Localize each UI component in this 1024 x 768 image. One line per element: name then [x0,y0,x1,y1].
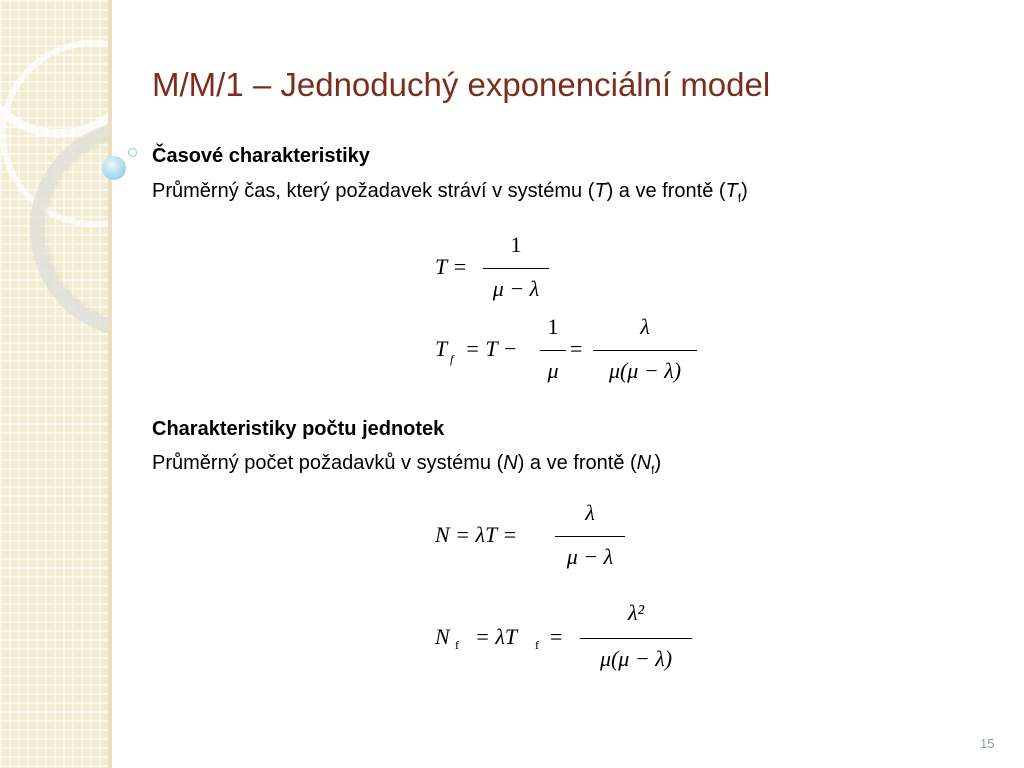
decorative-sidebar [0,0,112,768]
bullet-icon [128,148,137,157]
section2-description [152,452,661,477]
formula-numerator: 1 [547,314,559,339]
formula-denominator: μ(μ − λ) [599,646,673,671]
var-Nf: N [636,452,652,474]
formula-denominator: μ − λ [566,544,614,569]
slide-title: M/M/1 – Jednoduchý exponenciální model [152,66,771,103]
desc-text: ) [654,452,662,474]
fraction-bar [540,350,566,351]
formula-T [435,232,565,307]
fraction-bar [580,638,692,639]
desc-text: ) a ve frontě ( [606,180,726,202]
formula-Tf [435,314,705,389]
formula-lhs: T [435,336,448,361]
formula-mid: = λT [475,624,518,649]
subscript: f [737,191,742,205]
desc-text: Průměrný čas, který požadavek stráví v systému ( [152,180,595,202]
desc-text: Průměrný počet požadavků v systému ( [152,452,504,474]
formula-lhs: T = [435,254,468,279]
formula-eq: = [550,624,563,649]
formula-denominator: μ [547,358,559,383]
formula-numerator: λ² [627,600,645,625]
formula-lhs: N [435,624,450,649]
decorative-dot [102,156,126,180]
formula-numerator: 1 [510,232,522,257]
formula-numerator: λ [640,314,650,339]
formula-N [435,500,635,575]
sidebar-edge [108,0,112,768]
formula-mid: = T − [465,336,518,361]
formula-lhs: N = λT = [435,522,518,547]
fraction-bar [555,536,625,537]
var-T: T [594,180,607,202]
var-N: N [503,452,518,474]
section1-heading: Časové charakteristiky [152,145,370,167]
formula-Nf [435,600,705,680]
section1-description [152,180,748,205]
formula-denominator: μ(μ − λ) [608,358,682,383]
var-Tf: T [725,180,738,202]
desc-text: ) [741,180,748,202]
section2-heading: Charakteristiky počtu jednotek [152,418,445,440]
subscript: f [450,352,454,366]
desc-text: ) a ve frontě ( [517,452,637,474]
subscript: f [651,463,655,477]
page-number: 15 [980,736,995,751]
subscript: f [535,638,539,652]
fraction-bar [593,350,697,351]
formula-numerator: λ [585,500,595,525]
fraction-bar [483,268,549,269]
subscript: f [455,638,459,652]
formula-eq: = [570,336,583,361]
formula-denominator: μ − λ [492,276,540,301]
